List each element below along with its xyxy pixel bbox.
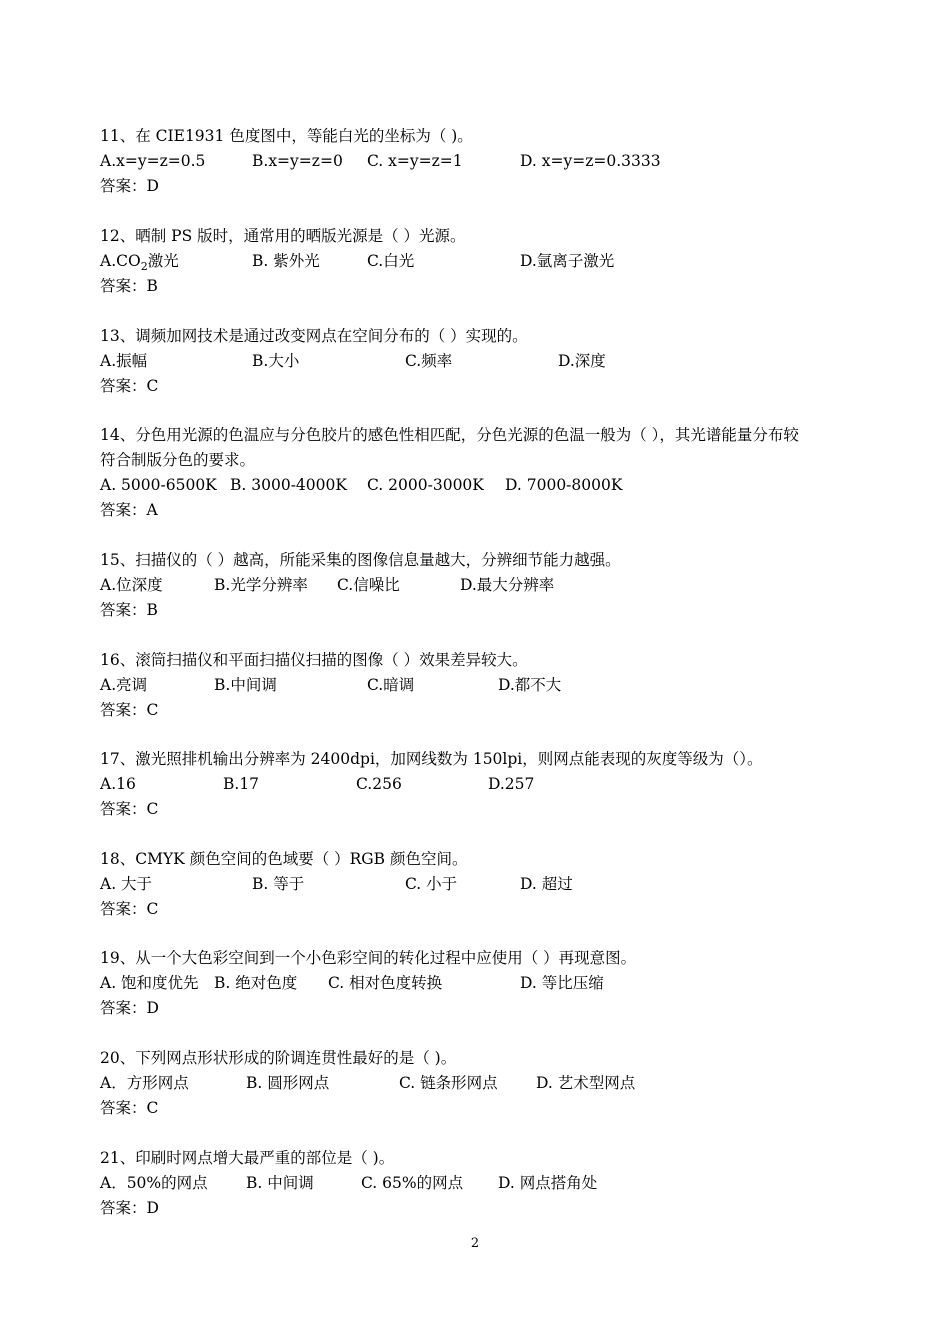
- option-c: C.频率: [405, 352, 453, 370]
- option-b: B. 绝对色度: [214, 974, 298, 992]
- option-d: D. 艺术型网点: [536, 1074, 636, 1092]
- question-stem: 21、印刷时网点增大最严重的部位是（ )。: [100, 1149, 395, 1167]
- option-a: A．50%的网点: [100, 1174, 208, 1192]
- option-a: A.x=y=z=0.5: [100, 152, 206, 170]
- answer: 答案：B: [100, 277, 158, 295]
- answer: 答案：D: [100, 177, 159, 195]
- answer: 答案：B: [100, 601, 158, 619]
- option-a: A. 大于: [100, 875, 153, 893]
- option-c: C.256: [356, 775, 402, 793]
- option-b: B. 3000-4000K: [230, 476, 347, 494]
- option-d: D. 超过: [520, 875, 573, 893]
- option-b: B. 中间调: [246, 1174, 314, 1192]
- question-stem: 20、下列网点形状形成的阶调连贯性最好的是（ )。: [100, 1049, 457, 1067]
- option-b: B.17: [223, 775, 260, 793]
- option-c: C.信噪比: [337, 576, 400, 594]
- option-d: D. 7000-8000K: [505, 476, 623, 494]
- answer: 答案：C: [100, 900, 159, 918]
- subscript: 2: [140, 260, 148, 273]
- question-stem: 17、激光照排机输出分辨率为 2400dpi，加网线数为 150lpi，则网点能表现的灰度等级为（）。: [100, 750, 763, 768]
- option-d: D. x=y=z=0.3333: [520, 152, 661, 170]
- option-d: D.257: [488, 775, 535, 793]
- option-a: A. 5000-6500K: [100, 476, 217, 494]
- question-stem: 15、扫描仪的（ ）越高，所能采集的图像信息量越大，分辨细节能力越强。: [100, 551, 621, 569]
- question-stem: 16、滚筒扫描仪和平面扫描仪扫描的图像（ ）效果差异较大。: [100, 651, 528, 669]
- question-stem: 19、从一个大色彩空间到一个小色彩空间的转化过程中应使用（ ）再现意图。: [100, 949, 637, 967]
- answer: 答案：D: [100, 999, 159, 1017]
- option-a: A．方形网点: [100, 1074, 189, 1092]
- option-c: C. 65%的网点: [361, 1174, 464, 1192]
- question-stem-continued: 符合制版分色的要求。: [100, 451, 256, 469]
- option-c: C. 小于: [405, 875, 458, 893]
- answer: 答案：C: [100, 1099, 159, 1117]
- option-a: A.亮调: [100, 676, 148, 694]
- option-c: C.白光: [367, 252, 415, 270]
- option-d: D.最大分辨率: [460, 576, 555, 594]
- page-number: 2: [470, 1236, 480, 1251]
- option-b: B. 紫外光: [252, 252, 320, 270]
- answer: 答案：C: [100, 377, 159, 395]
- option-b: B. 圆形网点: [246, 1074, 330, 1092]
- answer: 答案：C: [100, 701, 159, 719]
- answer: 答案：D: [100, 1199, 159, 1217]
- option-a: [100, 251, 179, 277]
- option-d: D. 等比压缩: [520, 974, 604, 992]
- question-stem: 13、调频加网技术是通过改变网点在空间分布的（ ）实现的。: [100, 327, 528, 345]
- option-a: A.16: [100, 775, 136, 793]
- option-d: D. 网点搭角处: [498, 1174, 598, 1192]
- option-d: D.深度: [558, 352, 606, 370]
- option-a-suffix: 激光: [147, 252, 179, 270]
- option-c: C. 链条形网点: [399, 1074, 498, 1092]
- option-a: A. 饱和度优先: [100, 974, 199, 992]
- question-stem: 12、晒制 PS 版时，通常用的晒版光源是（ ）光源。: [100, 227, 466, 245]
- option-c: C. x=y=z=1: [367, 152, 463, 170]
- option-d: D.都不大: [498, 676, 562, 694]
- option-c: C. 相对色度转换: [328, 974, 443, 992]
- option-d: D.氩离子激光: [520, 252, 615, 270]
- option-b: B.大小: [252, 352, 300, 370]
- answer: 答案：A: [100, 501, 158, 519]
- question-stem: 18、CMYK 颜色空间的色域要（ ）RGB 颜色空间。: [100, 850, 468, 868]
- option-c: C.暗调: [367, 676, 415, 694]
- option-b: B.光学分辨率: [214, 576, 308, 594]
- option-a: A.振幅: [100, 352, 148, 370]
- option-b: B. 等于: [252, 875, 305, 893]
- option-b: B.x=y=z=0: [252, 152, 343, 170]
- question-stem: 14、分色用光源的色温应与分色胶片的感色性相匹配，分色光源的色温一般为（ ），其光谱能量分布较: [100, 426, 799, 444]
- option-b: B.中间调: [214, 676, 277, 694]
- option-c: C. 2000-3000K: [367, 476, 484, 494]
- question-stem: 11、在 CIE1931 色度图中，等能白光的坐标为（ )。: [100, 127, 473, 145]
- option-a: A.位深度: [100, 576, 163, 594]
- answer: 答案：C: [100, 800, 159, 818]
- option-a-text: A.CO: [100, 252, 141, 270]
